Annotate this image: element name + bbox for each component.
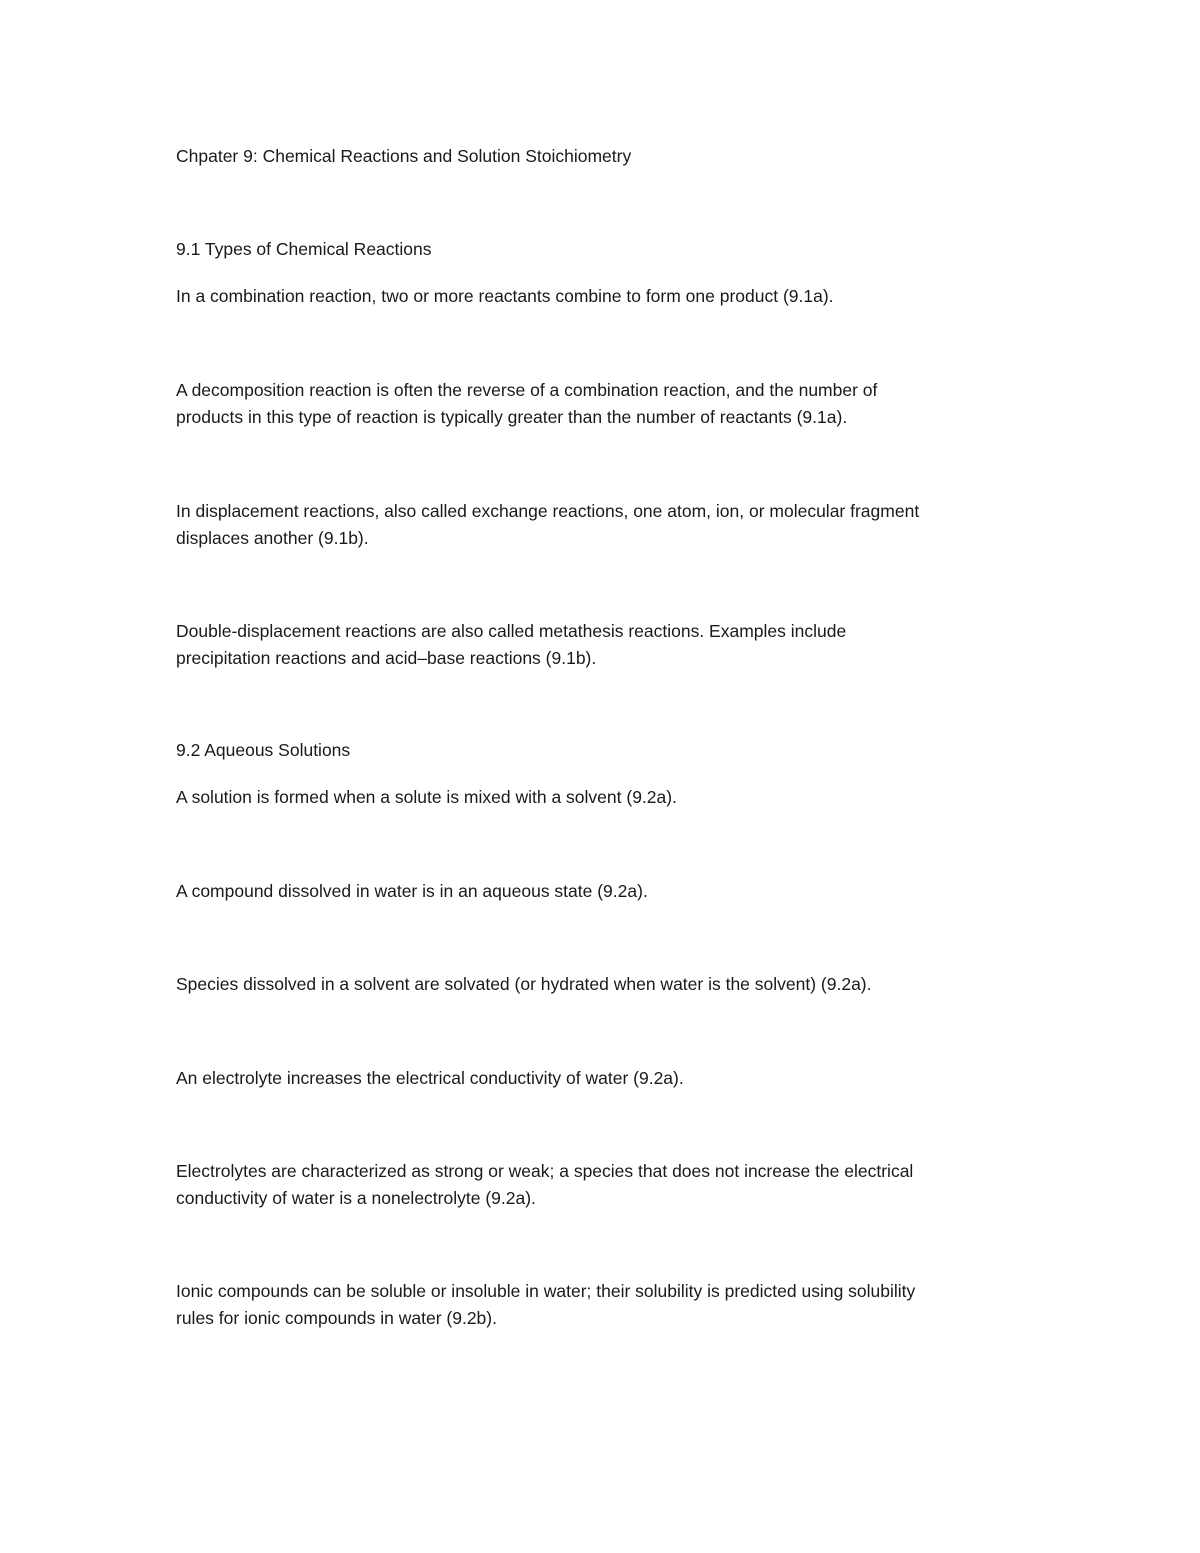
paragraph-line: Ionic compounds can be soluble or insoluble in water; their solubility is predicted using solubility: [176, 1281, 916, 1301]
paragraph-line: A solution is formed when a solute is mixed with a solvent (9.2a).: [176, 787, 677, 807]
paragraph-line: In a combination reaction, two or more reactants combine to form one product (9.1a).: [176, 286, 834, 306]
paragraph-line: conductivity of water is a nonelectrolyte (9.2a).: [176, 1188, 536, 1208]
paragraph-line: displaces another (9.1b).: [176, 528, 369, 548]
document-title: Chpater 9: Chemical Reactions and Solution Stoichiometry: [176, 146, 632, 166]
paragraph-line: Double-displacement reactions are also called metathesis reactions. Examples include: [176, 621, 847, 641]
paragraph-line: A compound dissolved in water is in an aqueous state (9.2a).: [176, 881, 648, 901]
paragraph-line: Species dissolved in a solvent are solvated (or hydrated when water is the solvent) (9.2a).: [176, 974, 872, 994]
paragraph-line: Electrolytes are characterized as strong or weak; a species that does not increase the electrical: [176, 1161, 914, 1181]
paragraph-line: In displacement reactions, also called exchange reactions, one atom, ion, or molecular fragment: [176, 501, 920, 521]
section-heading: 9.2 Aqueous Solutions: [176, 740, 351, 760]
paragraph-line: products in this type of reaction is typically greater than the number of reactants (9.1a).: [176, 407, 848, 427]
paragraph-line: rules for ionic compounds in water (9.2b).: [176, 1308, 497, 1328]
section-heading: 9.1 Types of Chemical Reactions: [176, 239, 432, 259]
paragraph-line: precipitation reactions and acid–base reactions (9.1b).: [176, 648, 597, 668]
paragraph-line: An electrolyte increases the electrical conductivity of water (9.2a).: [176, 1068, 684, 1088]
paragraph-line: A decomposition reaction is often the reverse of a combination reaction, and the number of: [176, 380, 878, 400]
